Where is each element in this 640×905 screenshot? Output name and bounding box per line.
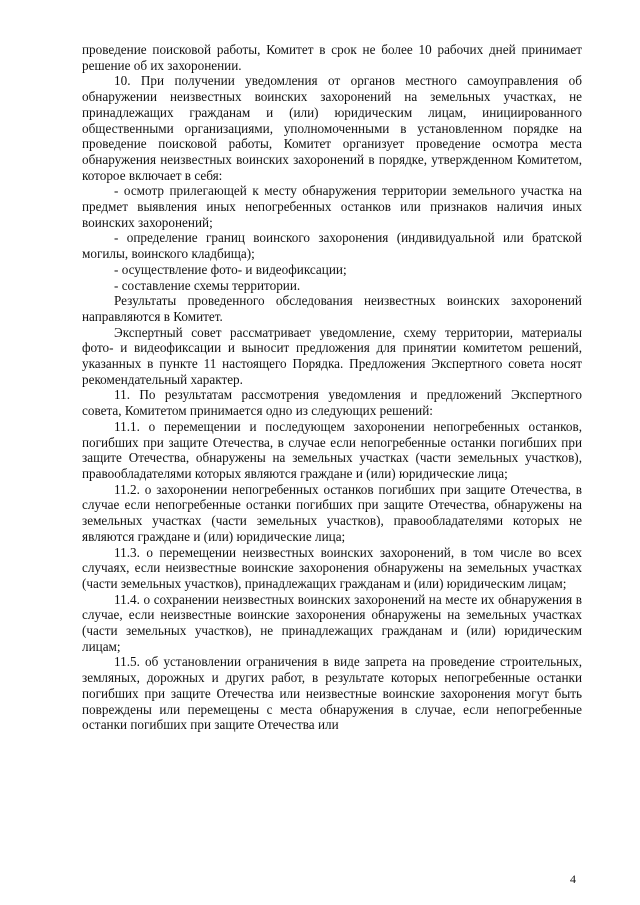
paragraph-item-11-2: 11.2. о захоронении непогребенных останков погибших при защите Отечества, в случае если непогребенные останки погибших при защите Отечества, обнаружены на земельных участках (части земельных участков), правообладателями которых не являются граждане и (или) юридические лица; [82,481,582,544]
paragraph-list-scheme: - составление схемы территории. [114,277,301,293]
paragraph-list-photo: - осуществление фото- и видеофиксации; [114,261,347,277]
paragraph-item-11-1: 11.1. о перемещении и последующем захоронении непогребенных останков, погибших при защите Отечества, в случае если непогребенные останки погибших при защите Отечества, обнаружены на земельных участках (части земельных участков), правообладателями которых являются граждане и (или) юридические лица; [82,418,582,481]
paragraph-item-11-5: 11.5. об установлении ограничения в виде запрета на проведение строительных, земляных, дорожных и других работ, в результате которых непогребенные останки погибших при защите Отечества или неизвестные воинские захоронения могут быть повреждены или перемещены с места обнаружения в случае, если непогребенные останки погибших при защите Отечества или [82,654,582,733]
page-number: 4 [570,872,576,886]
paragraph-item-11-3: 11.3. о перемещении неизвестных воинских захоронений, в том числе во всех случаях, если неизвестные воинские захоронения обнаружены на земельных участках (части земельных участков), принадлежащих гражданам и (или) юридическим лицам; [82,544,582,591]
paragraph-item-11: 11. По результатам рассмотрения уведомления и предложений Экспертного совета, Комитетом принимается одно из следующих решений: [82,387,582,419]
paragraph-list-boundaries: - определение границ воинского захоронения (индивидуальной или братской могилы, воинского кладбища); [82,230,582,262]
paragraph-continuation: проведение поисковой работы, Комитет в срок не более 10 рабочих дней принимает решение об их захоронении. [82,42,582,73]
paragraph-results: Результаты проведенного обследования неизвестных воинских захоронений направляются в Комитет. [82,293,582,324]
paragraph-item-11-4: 11.4. о сохранении неизвестных воинских захоронений на месте их обнаружения в случае, если неизвестные воинские захоронения обнаружены на земельных участках (части земельных участков), не принадлежащих гражданам и (или) юридическим лицам; [82,591,582,654]
paragraph-list-inspection: - осмотр прилегающей к месту обнаружения территории земельного участка на предмет выявления иных непогребенных останков или признаков наличия иных воинских захоронений; [82,183,582,230]
paragraph-expert-council: Экспертный совет рассматривает уведомление, схему территории, материалы фото- и видеофиксации и выносит предложения для принятии комитетом решений, указанных в пункте 11 настоящего Порядка. Предложения Экспертного совета носят рекомендательный характер. [82,324,582,387]
document-page [82,42,582,733]
paragraph-item-10: 10. При получении уведомления от органов местного самоуправления об обнаружении неизвестных воинских захоронений на земельных участках, не принадлежащих гражданам и (или) юридическим лицам, инициированного общественными организациями, уполномоченными в установленном порядке на проведение поисковой работы, Комитет организует проведение осмотра места обнаружения неизвестных воинских захоронений в порядке, утвержденном Комитетом, которое включает в себя: [82,73,582,183]
